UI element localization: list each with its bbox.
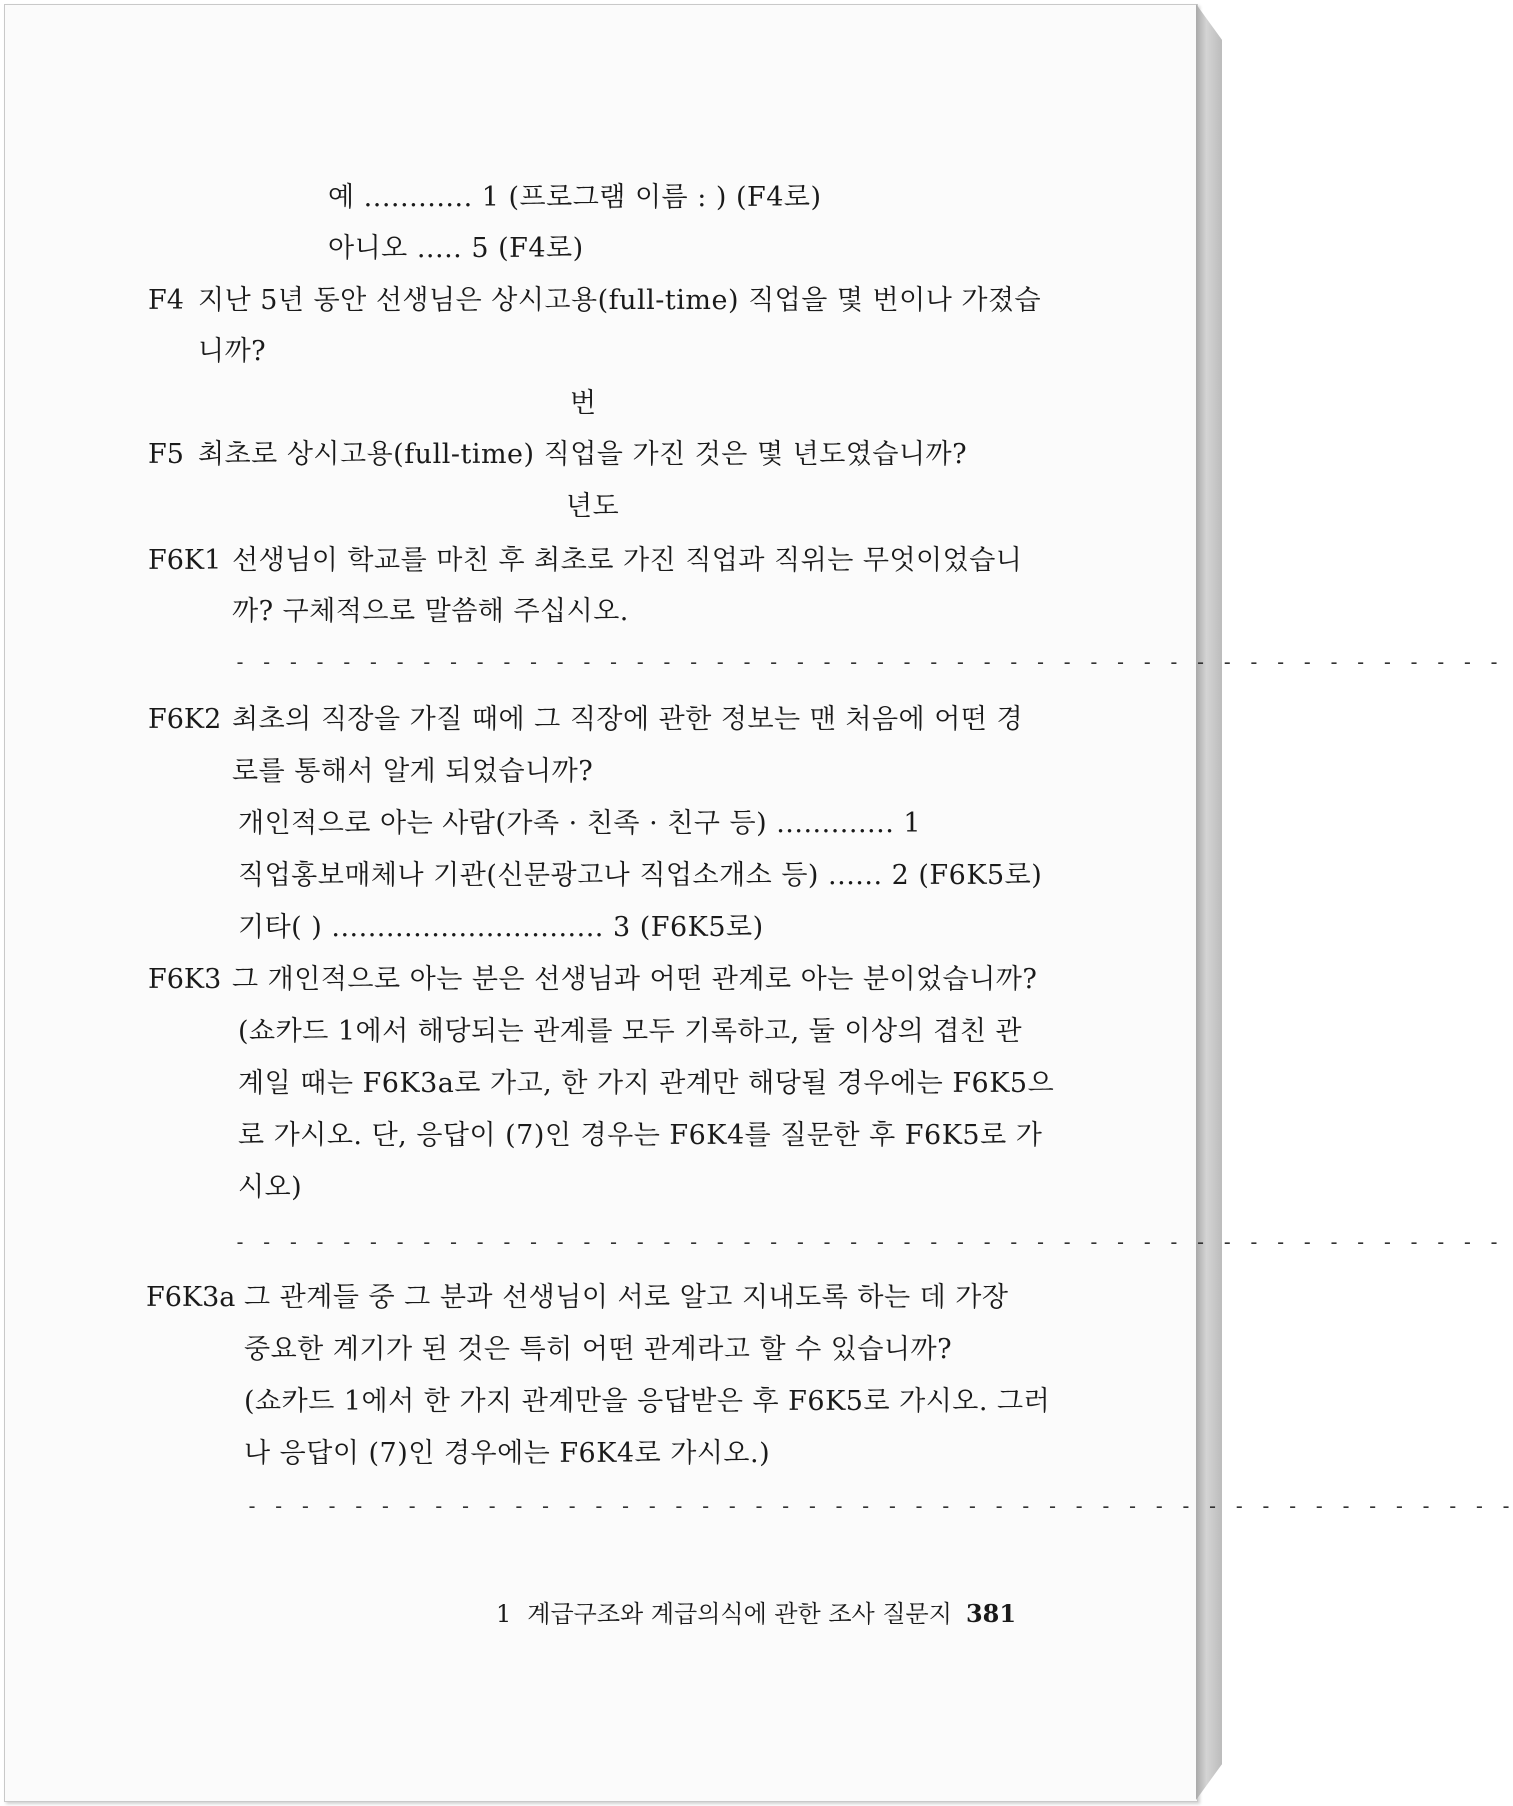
option-yes: 예 ............ 1 (프로그램 이름 : ) (F4로) xyxy=(328,182,822,213)
answer-line-f6k3a: - - - - - - - - - - - - - - - - - - - - - - - - - - - - - - - - - - - - - - - - - - - - - - - - xyxy=(246,1494,1513,1518)
footer-title: 계급구조와 계급의식에 관한 조사 질문지 xyxy=(527,1600,952,1628)
question-f6k2-line2: 로를 통해서 알게 되었습니까? xyxy=(232,756,594,787)
question-f4-line2: 니까? xyxy=(198,336,267,367)
option-no: 아니오 ..... 5 (F4로) xyxy=(328,233,584,264)
page-edge xyxy=(1196,4,1222,1800)
question-f6k3-line4: 로 가시오. 단, 응답이 (7)인 경우는 F6K4를 질문한 후 F6K5로 가 xyxy=(238,1120,1043,1151)
question-f6k3-line2: (쇼카드 1에서 해당되는 관계를 모두 기록하고, 둘 이상의 겹친 관 xyxy=(238,1016,1023,1047)
option-f6k2-1: 개인적으로 아는 사람(가족 · 친족 · 친구 등) ............. 1 xyxy=(238,808,922,839)
question-f6k3-line3: 계일 때는 F6K3a로 가고, 한 가지 관계만 해당될 경우에는 F6K5으 xyxy=(238,1068,1055,1099)
option-f6k2-3: 기타( ) .............................. 3 (F6K5로) xyxy=(238,912,764,943)
question-f6k3a-line1: 그 관계들 중 그 분과 선생님이 서로 알고 지내도록 하는 데 가장 xyxy=(244,1282,1009,1313)
question-number-f6k2: F6K2 xyxy=(148,704,222,735)
question-f6k3a-line2: 중요한 계기가 된 것은 특히 어떤 관계라고 할 수 있습니까? xyxy=(244,1334,953,1365)
page-number: 381 xyxy=(965,1599,1017,1628)
question-f4-line1: 지난 5년 동안 선생님은 상시고용(full-time) 직업을 몇 번이나 가졌습 xyxy=(198,285,1042,316)
question-f6k3-line5: 시오) xyxy=(238,1172,303,1203)
question-number-f6k3: F6K3 xyxy=(148,964,222,995)
question-number-f6k3a: F6K3a xyxy=(146,1282,236,1313)
answer-unit-f5: 년도 xyxy=(566,491,620,522)
answer-unit-f4: 번 xyxy=(570,388,597,419)
question-f6k1-line1: 선생님이 학교를 마친 후 최초로 가진 직업과 직위는 무엇이었습니 xyxy=(232,545,1023,576)
question-f6k2-line1: 최초의 직장을 가질 때에 그 직장에 관한 정보는 맨 처음에 어떤 경 xyxy=(232,704,1024,735)
question-number-f4: F4 xyxy=(148,285,184,316)
running-footer xyxy=(496,1598,1016,1630)
option-f6k2-2: 직업홍보매체나 기관(신문광고나 직업소개소 등) ...... 2 (F6K5로) xyxy=(238,860,1043,891)
question-f6k3a-line4: 나 응답이 (7)인 경우에는 F6K4로 가시오.) xyxy=(244,1438,771,1469)
question-f6k3-line1: 그 개인적으로 아는 분은 선생님과 어떤 관계로 아는 분이었습니까? xyxy=(232,964,1038,995)
book-page xyxy=(4,4,1198,1802)
question-number-f5: F5 xyxy=(148,439,184,470)
answer-line-f6k1: - - - - - - - - - - - - - - - - - - - - - - - - - - - - - - - - - - - - - - - - - - - - - - - - xyxy=(234,650,1502,674)
question-number-f6k1: F6K1 xyxy=(148,545,222,576)
question-f5-line1: 최초로 상시고용(full-time) 직업을 가진 것은 몇 년도였습니까? xyxy=(198,439,968,470)
question-f6k1-line2: 까? 구체적으로 말씀해 주십시오. xyxy=(232,596,629,627)
footer-section-number: 1 xyxy=(496,1600,512,1628)
answer-line-f6k3: - - - - - - - - - - - - - - - - - - - - - - - - - - - - - - - - - - - - - - - - - - - - - - - - xyxy=(234,1230,1502,1254)
question-f6k3a-line3: (쇼카드 1에서 한 가지 관계만을 응답받은 후 F6K5로 가시오. 그러 xyxy=(244,1386,1051,1417)
